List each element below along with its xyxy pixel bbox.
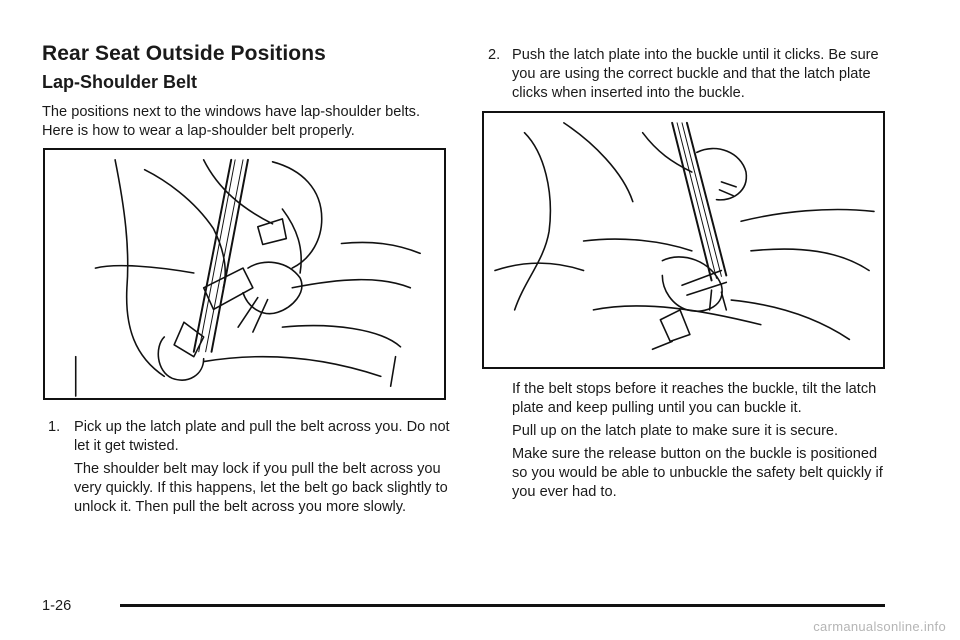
step-2-text: Push the latch plate into the buckle until it clicks. Be sure you are using the correct buckle and that the latch plate clicks when inserted into the buckle. bbox=[512, 47, 879, 101]
page-title: Rear Seat Outside Positions bbox=[42, 42, 326, 65]
step-number: 1. bbox=[48, 419, 61, 435]
intro-paragraph: The positions next to the windows have lap-shoulder belts. Here is how to wear a lap-shoulder belt properly. bbox=[42, 104, 421, 139]
figure-pull-belt bbox=[43, 148, 446, 400]
step-2-note-1: If the belt stops before it reaches the buckle, tilt the latch plate and keep pulling until you can buckle it. bbox=[512, 381, 877, 416]
step-1-note: The shoulder belt may lock if you pull the belt across you very quickly. If this happens, let the belt go back slightly to unlock it. Then pull the belt across you more slowly. bbox=[74, 461, 448, 515]
step-2-note-2: Pull up on the latch plate to make sure it is secure. bbox=[512, 423, 839, 439]
section-subtitle: Lap-Shoulder Belt bbox=[42, 72, 198, 92]
figure-buckle-latch bbox=[482, 111, 885, 369]
page-number: 1-26 bbox=[42, 598, 72, 614]
illustration-buckling-latch bbox=[484, 113, 883, 367]
watermark: carmanualsonline.info bbox=[813, 619, 946, 634]
step-2-note-3: Make sure the release button on the buckle is positioned so you would be able to unbuckle the safety belt quickly if you ever had to. bbox=[512, 446, 883, 500]
footer-rule bbox=[120, 604, 885, 607]
step-number: 2. bbox=[488, 47, 501, 63]
illustration-pulling-belt bbox=[45, 150, 444, 398]
step-1-text: Pick up the latch plate and pull the belt across you. Do not let it get twisted. bbox=[74, 419, 450, 454]
